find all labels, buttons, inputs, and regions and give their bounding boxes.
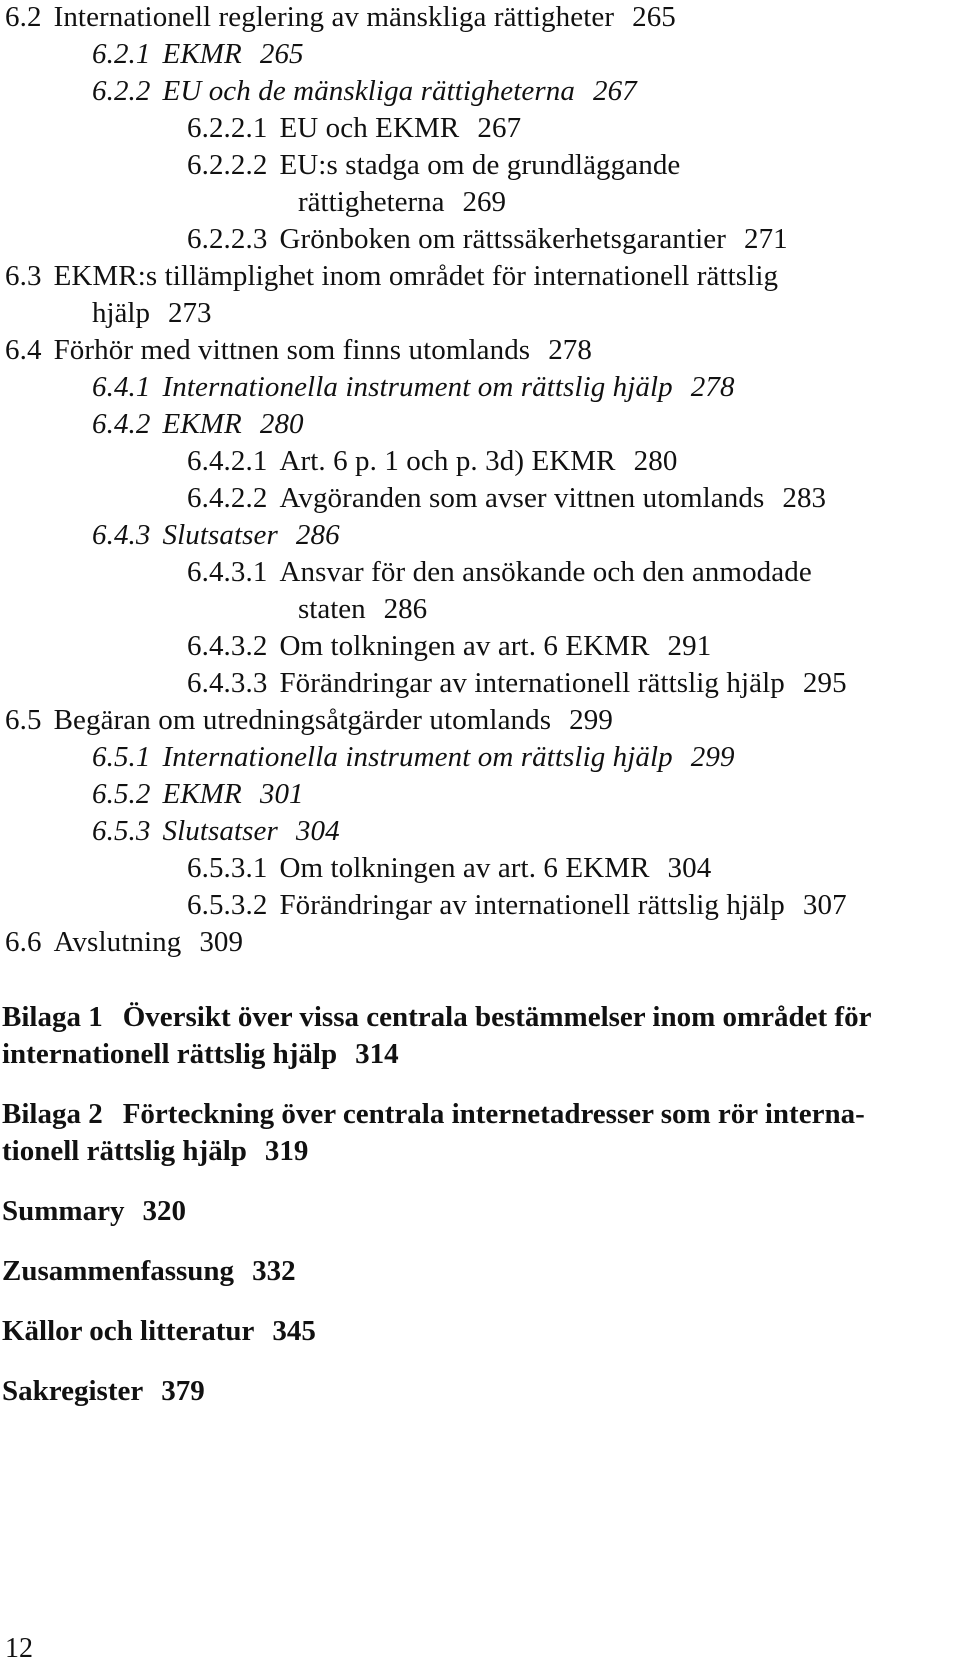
toc-entry-6-4-2-2 (187, 481, 826, 515)
toc-entry-6-4-3 (92, 518, 340, 552)
toc-entry-6-5-2 (92, 777, 304, 811)
toc-title: EKMR (162, 778, 242, 810)
toc-page: 278 (548, 334, 593, 366)
toc-number: 6.4 (5, 334, 42, 366)
toc-entry-6-5 (5, 703, 613, 737)
toc-title: Avslutning (53, 926, 182, 958)
toc-page: 273 (168, 297, 212, 329)
toc-title: EU och EKMR (279, 112, 460, 144)
back-matter-sakregister (2, 1374, 205, 1408)
toc-number: 6.2.2.1 (187, 112, 268, 144)
toc-entry-6-2 (5, 0, 676, 34)
toc-page: 291 (667, 630, 712, 662)
toc-page: 271 (743, 223, 788, 255)
toc-title: EKMR:s tillämplighet inom området för internationell rättslig (53, 260, 779, 292)
toc-page: 299 (569, 704, 613, 736)
toc-page: 299 (690, 741, 735, 773)
appendix-entry-bilaga-2 (2, 1097, 865, 1131)
toc-entry-6-5-3-2 (187, 888, 847, 922)
back-matter-kallor (2, 1314, 316, 1348)
appendix-label: Bilaga 2 (2, 1098, 103, 1130)
toc-number: 6.2 (5, 1, 42, 33)
toc-number: 6.2.2.3 (187, 223, 268, 255)
toc-number: 6.4.1 (92, 371, 151, 403)
toc-entry-6-2-2-3 (187, 222, 788, 256)
toc-title: Förändringar av internationell rättslig hjälp (279, 667, 785, 699)
toc-number: 6.4.3.2 (187, 630, 268, 662)
toc-title: Slutsatser (162, 815, 278, 847)
back-matter-summary (2, 1194, 186, 1228)
toc-title: EU:s stadga om de grundläggande (279, 149, 681, 181)
toc-title: Slutsatser (162, 519, 278, 551)
toc-title: Avgöranden som avser vittnen utomlands (279, 482, 765, 514)
toc-title-continuation: hjälp (92, 297, 150, 329)
toc-entry-6-4 (5, 333, 592, 367)
back-matter-page: 320 (142, 1195, 186, 1227)
toc-title-continuation: staten (298, 593, 366, 625)
appendix-page: 319 (264, 1135, 309, 1167)
toc-entry-6-6 (5, 925, 243, 959)
toc-page: 304 (295, 815, 340, 847)
toc-page: 265 (632, 1, 676, 33)
toc-entry-6-5-3-1 (187, 851, 711, 885)
toc-title: Ansvar för den ansökande och den anmodade (279, 556, 812, 588)
toc-page: 295 (802, 667, 847, 699)
toc-page: 267 (477, 112, 522, 144)
back-matter-title: Källor och litteratur (2, 1315, 255, 1347)
toc-page: 301 (259, 778, 304, 810)
toc-title: EKMR (162, 38, 242, 70)
toc-title-continuation: rättigheterna (298, 186, 445, 218)
back-matter-page: 332 (252, 1255, 296, 1287)
toc-entry-6-4-1 (92, 370, 735, 404)
toc-entry-6-2-2-2-continuation (298, 185, 506, 219)
toc-title: Förhör med vittnen som finns utomlands (53, 334, 531, 366)
toc-title: Om tolkningen av art. 6 EKMR (279, 630, 650, 662)
toc-entry-6-4-3-2 (187, 629, 711, 663)
toc-entry-6-2-2-1 (187, 111, 521, 145)
toc-page: 283 (782, 482, 827, 514)
appendix-entry-bilaga-1 (2, 1000, 871, 1034)
toc-title: Om tolkningen av art. 6 EKMR (279, 852, 650, 884)
toc-title: Grönboken om rättssäkerhetsgarantier (279, 223, 726, 255)
toc-entry-6-2-2 (92, 74, 637, 108)
toc-page: 309 (199, 926, 244, 958)
toc-number: 6.4.3.1 (187, 556, 268, 588)
toc-page: 278 (690, 371, 735, 403)
toc-page: 307 (802, 889, 847, 921)
toc-entry-6-3 (5, 259, 778, 293)
back-matter-zusammenfassung (2, 1254, 296, 1288)
toc-number: 6.2.1 (92, 38, 151, 70)
toc-number: 6.6 (5, 926, 42, 958)
toc-number: 6.5 (5, 704, 42, 736)
toc-number: 6.5.1 (92, 741, 151, 773)
toc-number: 6.3 (5, 260, 42, 292)
toc-number: 6.2.2 (92, 75, 151, 107)
toc-number: 6.4.2.2 (187, 482, 268, 514)
back-matter-page: 379 (161, 1375, 205, 1407)
toc-number: 6.5.3.1 (187, 852, 268, 884)
appendix-title-continuation: internationell rättslig hjälp (2, 1038, 338, 1070)
toc-number: 6.4.2 (92, 408, 151, 440)
toc-page: 267 (592, 75, 637, 107)
page-number: 12 (5, 1633, 33, 1664)
toc-number: 6.5.3.2 (187, 889, 268, 921)
toc-entry-6-3-continuation (92, 296, 212, 330)
toc-page: 286 (383, 593, 428, 625)
toc-title: EKMR (162, 408, 242, 440)
toc-entry-6-2-1 (92, 37, 304, 71)
appendix-title: Översikt över vissa centrala bestämmelser inom området för (122, 1001, 872, 1033)
toc-number: 6.5.2 (92, 778, 151, 810)
toc-entry-6-2-2-2 (187, 148, 680, 182)
toc-entry-6-5-3 (92, 814, 340, 848)
toc-title: Begäran om utredningsåtgärder utomlands (53, 704, 552, 736)
appendix-title: Förteckning över centrala internetadresser som rör interna- (122, 1098, 865, 1130)
toc-title: Förändringar av internationell rättslig hjälp (279, 889, 785, 921)
toc-title: Internationell reglering av mänskliga rättigheter (53, 1, 615, 33)
back-matter-title: Sakregister (2, 1375, 144, 1407)
toc-page: 280 (633, 445, 678, 477)
toc-entry-6-4-3-1-continuation (298, 592, 427, 626)
toc-number: 6.2.2.2 (187, 149, 268, 181)
toc-entry-6-4-2-1 (187, 444, 677, 478)
appendix-page: 314 (355, 1038, 399, 1070)
toc-page: 265 (259, 38, 304, 70)
toc-title: Internationella instrument om rättslig hjälp (162, 371, 673, 403)
toc-page: 269 (462, 186, 507, 218)
toc-entry-6-4-2 (92, 407, 304, 441)
back-matter-title: Summary (2, 1195, 125, 1227)
toc-number: 6.4.3.3 (187, 667, 268, 699)
toc-page: 280 (259, 408, 304, 440)
toc-number: 6.4.2.1 (187, 445, 268, 477)
toc-title: Art. 6 p. 1 och p. 3d) EKMR (279, 445, 616, 477)
toc-title: Internationella instrument om rättslig hjälp (162, 741, 673, 773)
appendix-title-continuation: tionell rättslig hjälp (2, 1135, 247, 1167)
toc-number: 6.4.3 (92, 519, 151, 551)
back-matter-page: 345 (272, 1315, 316, 1347)
toc-page: 304 (667, 852, 712, 884)
toc-title: EU och de mänskliga rättigheterna (162, 75, 575, 107)
appendix-entry-bilaga-1-continuation (2, 1037, 399, 1071)
toc-page: 286 (295, 519, 340, 551)
toc-entry-6-5-1 (92, 740, 735, 774)
appendix-label: Bilaga 1 (2, 1001, 103, 1033)
appendix-entry-bilaga-2-continuation (2, 1134, 308, 1168)
toc-number: 6.5.3 (92, 815, 151, 847)
toc-entry-6-4-3-1 (187, 555, 812, 589)
toc-entry-6-4-3-3 (187, 666, 847, 700)
back-matter-title: Zusammenfassung (2, 1255, 235, 1287)
